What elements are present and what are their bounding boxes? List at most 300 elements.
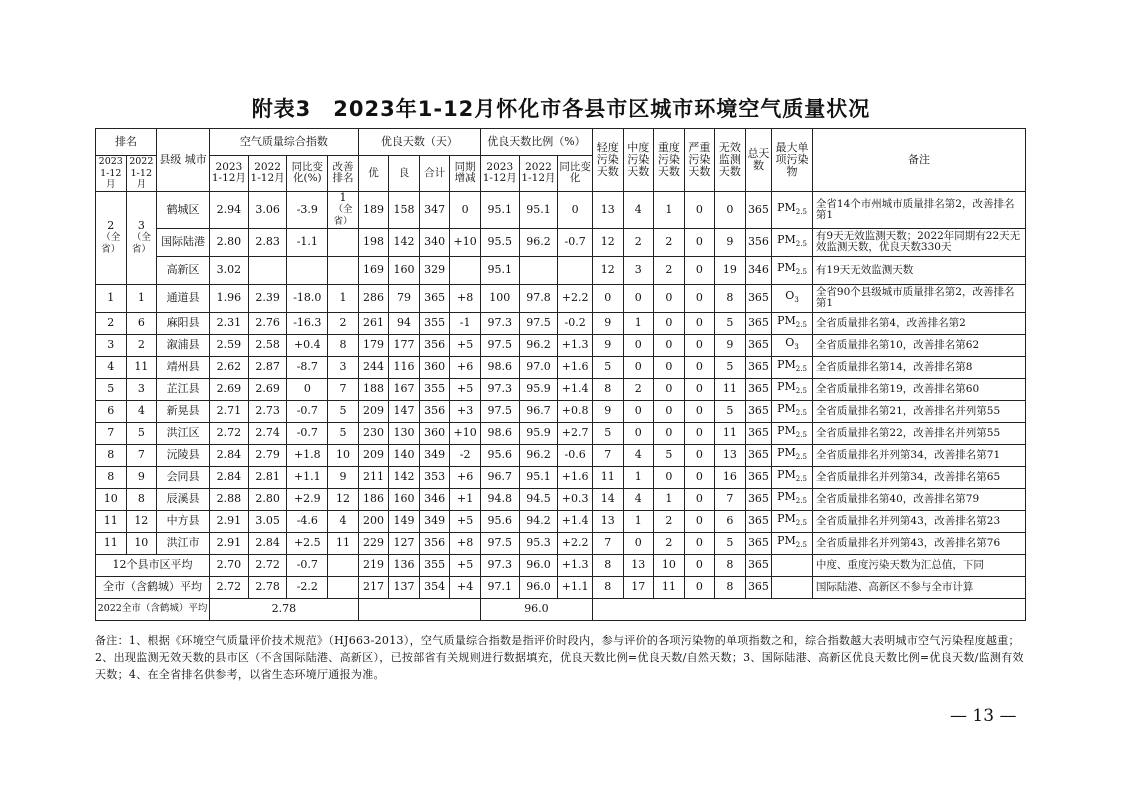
- header-ratio-2023: 2023 1-12月: [480, 156, 519, 192]
- cell-aqi-change: -0.7: [287, 422, 328, 444]
- cell-prior-ratio: 96.0: [480, 598, 592, 620]
- cell-max-pollutant: [772, 576, 813, 598]
- table-row: [96, 334, 1026, 356]
- cell-ratio-2022: 96.0: [519, 554, 558, 576]
- header-rank: 排名: [96, 129, 157, 156]
- cell-invalid: 5: [715, 312, 746, 334]
- cell-aqi-change: +2.5: [287, 532, 328, 554]
- cell-moderate: 17: [623, 576, 654, 598]
- cell-yoy: [450, 256, 481, 284]
- cell-ratio-2022: 96.2: [519, 334, 558, 356]
- header-ratio-2022: 2022 1-12月: [519, 156, 558, 192]
- pollutant-subscript: 2.5: [795, 268, 807, 276]
- cell-remark: 全省90个县级城市质量排名第2，改善排名第1: [812, 284, 1025, 312]
- cell-ratio-2023: 94.8: [480, 488, 519, 510]
- pollutant-name: PM: [777, 233, 796, 246]
- cell-remark: 全省质量排名并列第43，改善排名第23: [812, 510, 1025, 532]
- cell-remark: 有19天无效监测天数: [812, 256, 1025, 284]
- table-row: [96, 312, 1026, 334]
- cell-yoy: +3: [450, 400, 481, 422]
- cell-ratio-2023: 97.5: [480, 334, 519, 356]
- cell-invalid: 7: [715, 488, 746, 510]
- cell-heavy: 2: [654, 532, 685, 554]
- cell-invalid: 9: [715, 228, 746, 256]
- cell-improve-rank: 1: [328, 284, 359, 312]
- cell-invalid: 6: [715, 510, 746, 532]
- cell-aqi-2022: 2.76: [248, 312, 287, 334]
- cell-severe: 0: [684, 466, 715, 488]
- rank-note: （全省）: [101, 231, 121, 255]
- cell-total: 355: [419, 312, 450, 334]
- cell-improve-rank: 5: [328, 422, 359, 444]
- cell-moderate: 1: [623, 466, 654, 488]
- cell-aqi-2022: 2.72: [248, 554, 287, 576]
- cell-yoy: +10: [450, 228, 481, 256]
- cell-aqi-2022: 2.87: [248, 356, 287, 378]
- cell-remark: 全省质量排名并列第34，改善排名第71: [812, 444, 1025, 466]
- cell-heavy: 0: [654, 422, 685, 444]
- cell-total-days: 365: [745, 554, 771, 576]
- cell-heavy: 2: [654, 510, 685, 532]
- pollutant-subscript: 2.5: [795, 409, 807, 417]
- cell-light: 9: [592, 334, 623, 356]
- cell-rank-2022: 11: [126, 356, 157, 378]
- cell-ratio-change: +0.3: [558, 488, 593, 510]
- cell-heavy: 1: [654, 191, 685, 228]
- cell-improve-rank: [328, 191, 359, 228]
- cell-improve-rank: 8: [328, 334, 359, 356]
- cell-total: 355: [419, 378, 450, 400]
- header-rank-2022: 2022 1-12月: [126, 156, 157, 192]
- pollutant-subscript: 2.5: [795, 240, 807, 248]
- cell-good: 142: [389, 228, 420, 256]
- cell-rank-2022: 8: [126, 488, 157, 510]
- cell-total-days: 365: [745, 312, 771, 334]
- cell-aqi-2022: 2.84: [248, 532, 287, 554]
- table-row: [96, 356, 1026, 378]
- cell-ratio-change: +2.2: [558, 532, 593, 554]
- cell-aqi-2023: 2.72: [210, 576, 249, 598]
- cell-aqi-2023: 2.84: [210, 466, 249, 488]
- cell-ratio-change: -0.6: [558, 444, 593, 466]
- cell-county: 芷江县: [157, 378, 210, 400]
- cell-moderate: 0: [623, 532, 654, 554]
- cell-county: 通道县: [157, 284, 210, 312]
- cell-county: 溆浦县: [157, 334, 210, 356]
- pollutant-subscript: 2.5: [795, 321, 807, 329]
- pollutant-subscript: 2.5: [795, 497, 807, 505]
- cell-max-pollutant: [772, 284, 813, 312]
- cell-light: 9: [592, 400, 623, 422]
- cell-aqi-2023: 2.69: [210, 378, 249, 400]
- cell-ratio-change: +2.7: [558, 422, 593, 444]
- pollutant-name: PM: [777, 534, 796, 547]
- cell-ratio-2023: 95.1: [480, 191, 519, 228]
- cell-county: 辰溪县: [157, 488, 210, 510]
- cell-aqi-2023: 2.72: [210, 422, 249, 444]
- cell-yoy: +5: [450, 554, 481, 576]
- cell-remark: 全省质量排名并列第43，改善排名第76: [812, 532, 1025, 554]
- cell-yoy: 0: [450, 191, 481, 228]
- cell-rank-2023: 6: [96, 400, 127, 422]
- cell-light: 8: [592, 576, 623, 598]
- cell-ratio-2023: 97.5: [480, 400, 519, 422]
- cell-aqi-change: -4.6: [287, 510, 328, 532]
- cell-county: 鹤城区: [157, 191, 210, 228]
- cell-rank-2023: 1: [96, 284, 127, 312]
- cell-ratio-change: -0.7: [558, 228, 593, 256]
- cell-invalid: 16: [715, 466, 746, 488]
- cell-ratio-change: -0.2: [558, 312, 593, 334]
- header-aqi-2023: 2023 1-12月: [210, 156, 249, 192]
- table-row: [96, 422, 1026, 444]
- cell-severe: 0: [684, 444, 715, 466]
- cell-remark: 全省质量排名第19，改善排名第60: [812, 378, 1025, 400]
- cell-ratio-2022: 95.9: [519, 422, 558, 444]
- cell-aqi-2022: 2.81: [248, 466, 287, 488]
- cell-moderate: 1: [623, 510, 654, 532]
- cell-yoy: +5: [450, 334, 481, 356]
- cell-excellent: 169: [358, 256, 389, 284]
- cell-heavy: 0: [654, 312, 685, 334]
- cell-moderate: 2: [623, 228, 654, 256]
- cell-rank-2023: 7: [96, 422, 127, 444]
- cell-yoy: +5: [450, 510, 481, 532]
- cell-improve-rank: 2: [328, 312, 359, 334]
- cell-yoy: -1: [450, 312, 481, 334]
- improve-note: （全省）: [333, 203, 353, 227]
- page-title: 附表3 2023年1-12月怀化市各县市区城市环境空气质量状况: [251, 97, 871, 121]
- cell-good: 167: [389, 378, 420, 400]
- cell-good: 140: [389, 444, 420, 466]
- header-county: 县级 城市: [157, 129, 210, 192]
- header-light: 轻度污染天数: [592, 129, 623, 192]
- cell-remark: 中度、重度污染天数为汇总值，下同: [812, 554, 1025, 576]
- cell-max-pollutant: [772, 378, 813, 400]
- header-excellent: 优: [358, 156, 389, 192]
- cell-ratio-2023: 97.3: [480, 378, 519, 400]
- cell-county: 沅陵县: [157, 444, 210, 466]
- cell-excellent: 189: [358, 191, 389, 228]
- cell-remark: 全省质量排名第21，改善排名并列第55: [812, 400, 1025, 422]
- table-row: [96, 400, 1026, 422]
- cell-prior-empty: [592, 598, 1025, 620]
- cell-light: 12: [592, 256, 623, 284]
- cell-total: 329: [419, 256, 450, 284]
- header-invalid: 无效监测天数: [715, 129, 746, 192]
- cell-rank-2023: 10: [96, 488, 127, 510]
- cell-max-pollutant: [772, 444, 813, 466]
- cell-ratio-2023: 95.6: [480, 444, 519, 466]
- cell-yoy: -2: [450, 444, 481, 466]
- average-row: [96, 576, 1026, 598]
- cell-good: 160: [389, 256, 420, 284]
- pollutant-name: O: [785, 336, 795, 349]
- header-row-1: [96, 129, 1026, 156]
- cell-improve-rank: 4: [328, 510, 359, 532]
- cell-moderate: 4: [623, 444, 654, 466]
- cell-aqi-2023: 3.02: [210, 256, 249, 284]
- cell-rank-2022: 5: [126, 422, 157, 444]
- cell-rank-2022: 7: [126, 444, 157, 466]
- cell-good: 147: [389, 400, 420, 422]
- cell-rank-2022: 6: [126, 312, 157, 334]
- cell-rank-2023: 8: [96, 444, 127, 466]
- cell-invalid: 5: [715, 400, 746, 422]
- cell-ratio-2023: 100: [480, 284, 519, 312]
- cell-heavy: 0: [654, 466, 685, 488]
- table-row: [96, 378, 1026, 400]
- cell-total-days: 356: [745, 228, 771, 256]
- cell-ratio-2023: 97.3: [480, 312, 519, 334]
- table-row: [96, 228, 1026, 256]
- cell-ratio-change: +2.2: [558, 284, 593, 312]
- pollutant-subscript: 2.5: [795, 431, 807, 439]
- cell-aqi-change: -18.0: [287, 284, 328, 312]
- cell-aqi-2023: 2.59: [210, 334, 249, 356]
- cell-excellent: 217: [358, 576, 389, 598]
- cell-remark: 国际陆港、高新区不参与全市计算: [812, 576, 1025, 598]
- pollutant-name: PM: [777, 424, 796, 437]
- cell-aqi-2023: 2.84: [210, 444, 249, 466]
- cell-county: 中方县: [157, 510, 210, 532]
- cell-heavy: 2: [654, 228, 685, 256]
- table-row: [96, 256, 1026, 284]
- cell-improve-rank: 3: [328, 356, 359, 378]
- table-row: [96, 444, 1026, 466]
- cell-good: 160: [389, 488, 420, 510]
- cell-aqi-change: +2.9: [287, 488, 328, 510]
- cell-ratio-2022: 95.1: [519, 466, 558, 488]
- cell-invalid: 0: [715, 191, 746, 228]
- cell-rank-2022: 9: [126, 466, 157, 488]
- table-row: [96, 532, 1026, 554]
- cell-max-pollutant: [772, 228, 813, 256]
- cell-light: 13: [592, 191, 623, 228]
- cell-severe: 0: [684, 284, 715, 312]
- cell-ratio-2022: [519, 256, 558, 284]
- cell-ratio-2023: 97.5: [480, 532, 519, 554]
- cell-moderate: 0: [623, 422, 654, 444]
- cell-aqi-change: +1.8: [287, 444, 328, 466]
- table-row: [96, 466, 1026, 488]
- cell-aqi-change: -3.9: [287, 191, 328, 228]
- cell-aqi-2022: 2.73: [248, 400, 287, 422]
- cell-light: 0: [592, 284, 623, 312]
- cell-ratio-2022: 95.9: [519, 378, 558, 400]
- pollutant-name: PM: [777, 314, 796, 327]
- header-rank-2023: 2023 1-12月: [96, 156, 127, 192]
- cell-ratio-change: [558, 256, 593, 284]
- cell-total: 355: [419, 554, 450, 576]
- cell-invalid: 9: [715, 334, 746, 356]
- cell-aqi-2022: 2.69: [248, 378, 287, 400]
- cell-moderate: 0: [623, 400, 654, 422]
- header-aqi-change: 同比变化(%): [287, 156, 328, 192]
- table-row: [96, 488, 1026, 510]
- cell-moderate: 4: [623, 488, 654, 510]
- cell-max-pollutant: [772, 191, 813, 228]
- cell-total: 340: [419, 228, 450, 256]
- header-total: 合计: [419, 156, 450, 192]
- cell-max-pollutant: [772, 312, 813, 334]
- cell-excellent: 244: [358, 356, 389, 378]
- cell-rank-2023: 4: [96, 356, 127, 378]
- cell-ratio-2022: 96.2: [519, 444, 558, 466]
- cell-remark: 全省质量排名第14，改善排名第8: [812, 356, 1025, 378]
- header-total-days: 总天数: [745, 129, 771, 192]
- header-good-ratio: 优良天数比例（%）: [480, 129, 592, 156]
- header-ratio-change: 同比变化: [558, 156, 593, 192]
- cell-invalid: 8: [715, 554, 746, 576]
- air-quality-table: [95, 128, 1026, 621]
- cell-light: 5: [592, 422, 623, 444]
- cell-good: 127: [389, 532, 420, 554]
- cell-invalid: 5: [715, 356, 746, 378]
- cell-ratio-change: +0.8: [558, 400, 593, 422]
- cell-severe: 0: [684, 400, 715, 422]
- pollutant-name: PM: [777, 402, 796, 415]
- cell-severe: 0: [684, 488, 715, 510]
- cell-aqi-change: +0.4: [287, 334, 328, 356]
- pollutant-name: PM: [777, 200, 796, 214]
- improve-value: 1: [339, 191, 347, 204]
- cell-ratio-2023: 97.1: [480, 576, 519, 598]
- cell-good: 79: [389, 284, 420, 312]
- cell-county: 会同县: [157, 466, 210, 488]
- cell-remark: 有9天无效监测天数；2022年同期有22天无效监测天数，优良天数330天: [812, 228, 1025, 256]
- cell-excellent: 198: [358, 228, 389, 256]
- cell-severe: 0: [684, 191, 715, 228]
- cell-total-days: 346: [745, 256, 771, 284]
- pollutant-subscript: 2.5: [795, 475, 807, 483]
- cell-severe: 0: [684, 576, 715, 598]
- cell-heavy: 1: [654, 488, 685, 510]
- cell-aqi-change: -1.1: [287, 228, 328, 256]
- pollutant-name: PM: [777, 261, 796, 274]
- cell-ratio-change: 0: [558, 191, 593, 228]
- cell-aqi-2022: 3.05: [248, 510, 287, 532]
- cell-aqi-2023: 2.94: [210, 191, 249, 228]
- cell-aqi-2022: 2.39: [248, 284, 287, 312]
- cell-rank-2023: 11: [96, 510, 127, 532]
- cell-rank-2022: 10: [126, 532, 157, 554]
- header-good: 良: [389, 156, 420, 192]
- cell-moderate: 2: [623, 378, 654, 400]
- prior-year-row: [96, 598, 1026, 620]
- cell-severe: 0: [684, 334, 715, 356]
- cell-total: 360: [419, 356, 450, 378]
- cell-ratio-2022: 96.7: [519, 400, 558, 422]
- header-yoy: 同期增减: [450, 156, 481, 192]
- cell-light: 12: [592, 228, 623, 256]
- cell-excellent: 230: [358, 422, 389, 444]
- cell-county: 新晃县: [157, 400, 210, 422]
- rank-note: （全省）: [131, 231, 151, 255]
- cell-aqi-change: -0.7: [287, 554, 328, 576]
- cell-county: 高新区: [157, 256, 210, 284]
- cell-light: 9: [592, 312, 623, 334]
- cell-invalid: 8: [715, 576, 746, 598]
- cell-good: 137: [389, 576, 420, 598]
- cell-max-pollutant: [772, 356, 813, 378]
- cell-average-label: 全市（含鹤城）平均: [96, 576, 210, 598]
- cell-total: 349: [419, 444, 450, 466]
- cell-heavy: 5: [654, 444, 685, 466]
- cell-rank-2022: 4: [126, 400, 157, 422]
- cell-total-days: 365: [745, 378, 771, 400]
- cell-total-days: 365: [745, 284, 771, 312]
- pollutant-subscript: 2.5: [795, 453, 807, 461]
- cell-heavy: 2: [654, 256, 685, 284]
- cell-ratio-2022: 97.0: [519, 356, 558, 378]
- cell-total: 349: [419, 510, 450, 532]
- cell-yoy: +1: [450, 488, 481, 510]
- cell-total: 356: [419, 532, 450, 554]
- cell-ratio-change: +1.6: [558, 466, 593, 488]
- cell-aqi-2022: 2.79: [248, 444, 287, 466]
- cell-moderate: 0: [623, 284, 654, 312]
- cell-ratio-change: +1.6: [558, 356, 593, 378]
- cell-total: 353: [419, 466, 450, 488]
- cell-severe: 0: [684, 256, 715, 284]
- pollutant-subscript: 2.5: [795, 519, 807, 527]
- cell-moderate: 4: [623, 191, 654, 228]
- header-improve-rank: 改善排名: [328, 156, 359, 192]
- cell-ratio-2023: 97.3: [480, 554, 519, 576]
- pollutant-name: PM: [777, 446, 796, 459]
- cell-improve-rank: 5: [328, 400, 359, 422]
- cell-excellent: 179: [358, 334, 389, 356]
- rank-value: 3: [137, 218, 145, 232]
- cell-improve-rank: [328, 228, 359, 256]
- cell-excellent: 229: [358, 532, 389, 554]
- cell-excellent: 211: [358, 466, 389, 488]
- pollutant-subscript: 2.5: [795, 365, 807, 373]
- cell-yoy: +5: [450, 378, 481, 400]
- cell-aqi-2023: 2.91: [210, 510, 249, 532]
- pollutant-name: O: [785, 289, 795, 302]
- cell-improve-rank: 10: [328, 444, 359, 466]
- cell-max-pollutant: [772, 510, 813, 532]
- cell-remark: 全省质量排名第40，改善排名第79: [812, 488, 1025, 510]
- cell-rank-2022: 3: [126, 378, 157, 400]
- cell-improve-rank: 7: [328, 378, 359, 400]
- cell-aqi-2022: 2.74: [248, 422, 287, 444]
- cell-total: 346: [419, 488, 450, 510]
- cell-aqi-change: -0.7: [287, 400, 328, 422]
- pollutant-subscript: 2.5: [795, 387, 807, 395]
- cell-max-pollutant: [772, 400, 813, 422]
- cell-total-days: 365: [745, 488, 771, 510]
- cell-total-days: 365: [745, 444, 771, 466]
- cell-severe: 0: [684, 228, 715, 256]
- cell-good: 149: [389, 510, 420, 532]
- cell-ratio-2023: 95.5: [480, 228, 519, 256]
- cell-county: 洪江区: [157, 422, 210, 444]
- cell-ratio-2023: 96.7: [480, 466, 519, 488]
- cell-light: 7: [592, 532, 623, 554]
- table-body: [96, 129, 1026, 621]
- cell-improve-rank: 11: [328, 532, 359, 554]
- cell-total: 356: [419, 400, 450, 422]
- cell-invalid: 13: [715, 444, 746, 466]
- rank-value: 2: [107, 218, 115, 232]
- cell-good: 136: [389, 554, 420, 576]
- cell-severe: 0: [684, 532, 715, 554]
- header-remark: 备注: [812, 129, 1025, 192]
- cell-good: 177: [389, 334, 420, 356]
